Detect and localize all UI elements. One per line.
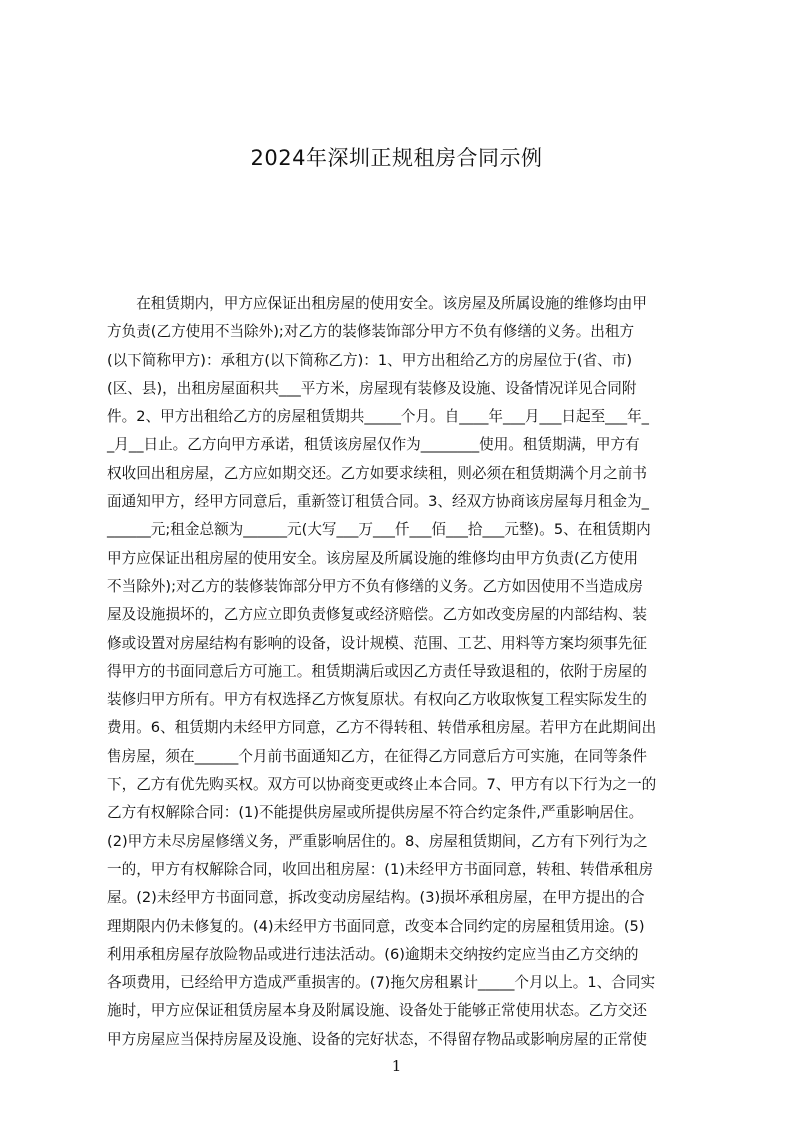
body-line: 件。2、甲方出租给乙方的房屋租赁期共_____个月。自____年___月___日起至___年_ — [107, 408, 649, 426]
body-line: (区、县)，出租房屋面积共___平方米，房屋现有装修及设施、设备情况详见合同附 — [107, 379, 637, 397]
body-line: 甲方应保证出租房屋的使用安全。该房屋及所属设施的维修均由甲方负责(乙方使用 — [107, 549, 639, 567]
body-line: 理期限内仍未修复的。(4)未经甲方书面同意，改变本合同约定的房屋租赁用途。(5) — [107, 917, 645, 935]
body-line: 利用承租房屋存放险物品或进行违法活动。(6)逾期未交纳按约定应当由乙方交纳的 — [107, 945, 639, 963]
body-line: 修或设置对房屋结构有影响的设备，设计规模、范围、工艺、用料等方案均须事先征 — [107, 634, 647, 652]
body-line: 一的，甲方有权解除合同，收回出租房屋：(1)未经甲方书面同意，转租、转借承租房 — [107, 860, 654, 878]
body-line: 屋。(2)未经甲方书面同意，拆改变动房屋结构。(3)损坏承租房屋，在甲方提出的合 — [107, 889, 645, 907]
body-line: 售房屋，须在______个月前书面通知乙方，在征得乙方同意后方可实施，在同等条件 — [107, 747, 647, 765]
body-line: 装修归甲方所有。甲方有权选择乙方恢复原状。有权向乙方收取恢复工程实际发生的 — [107, 691, 647, 709]
contract-body — [107, 290, 697, 1048]
body-line: 乙方有权解除合同：(1)不能提供房屋或所提供房屋不符合约定条件,严重影响居住。 — [107, 804, 644, 822]
body-line: 各项费用，已经给甲方造成严重损害的。(7)拖欠房租累计_____个月以上。1、合同实 — [107, 974, 656, 992]
page-number: 1 — [391, 1057, 402, 1075]
body-line: 得甲方的书面同意后方可施工。租赁期满后或因乙方责任导致退租的，依附于房屋的 — [107, 662, 647, 680]
body-line: _月__日止。乙方向甲方承诺，租赁该房屋仅作为________使用。租赁期满，甲方有 — [107, 436, 640, 454]
body-line: 不当除外);对乙方的装修装饰部分甲方不负有修缮的义务。乙方如因使用不当造成房 — [107, 577, 643, 595]
body-line: 方负责(乙方使用不当除外);对乙方的装修装饰部分甲方不负有修缮的义务。出租方 — [107, 323, 635, 341]
body-line: (以下简称甲方)：承租方(以下简称乙方)：1、甲方出租给乙方的房屋位于(省、市) — [107, 351, 633, 369]
body-line: 屋及设施损坏的，乙方应立即负责修复或经济赔偿。乙方如改变房屋的内部结构、装 — [107, 606, 647, 624]
body-line: 下，乙方有优先购买权。双方可以协商变更或终止本合同。7、甲方有以下行为之一的 — [107, 776, 657, 794]
body-line: (2)甲方未尽房屋修缮义务，严重影响居住的。8、房屋租赁期间，乙方有下列行为之 — [107, 832, 648, 850]
body-line: 权收回出租房屋，乙方应如期交还。乙方如要求续租，则必须在租赁期满个月之前书 — [107, 464, 647, 482]
body-line: ______元;租金总额为______元(大写___万___仟___佰___拾___元整)。5、在租赁期内 — [107, 521, 651, 539]
body-line: 费用。6、租赁期内未经甲方同意，乙方不得转租、转借承租房屋。若甲方在此期间出 — [107, 719, 657, 737]
document-title: 2024年深圳正规租房合同示例 — [250, 146, 543, 170]
body-line: 面通知甲方，经甲方同意后，重新签订租赁合同。3、经双方协商该房屋每月租金为_ — [107, 493, 649, 511]
body-line: 甲方房屋应当保持房屋及设施、设备的完好状态，不得留存物品或影响房屋的正常使 — [107, 1030, 647, 1048]
body-line: 在租赁期内，甲方应保证出租房屋的使用安全。该房屋及所属设施的维修均由甲 — [107, 295, 647, 312]
body-line: 施时，甲方应保证租赁房屋本身及附属设施、设备处于能够正常使用状态。乙方交还 — [107, 1002, 647, 1020]
